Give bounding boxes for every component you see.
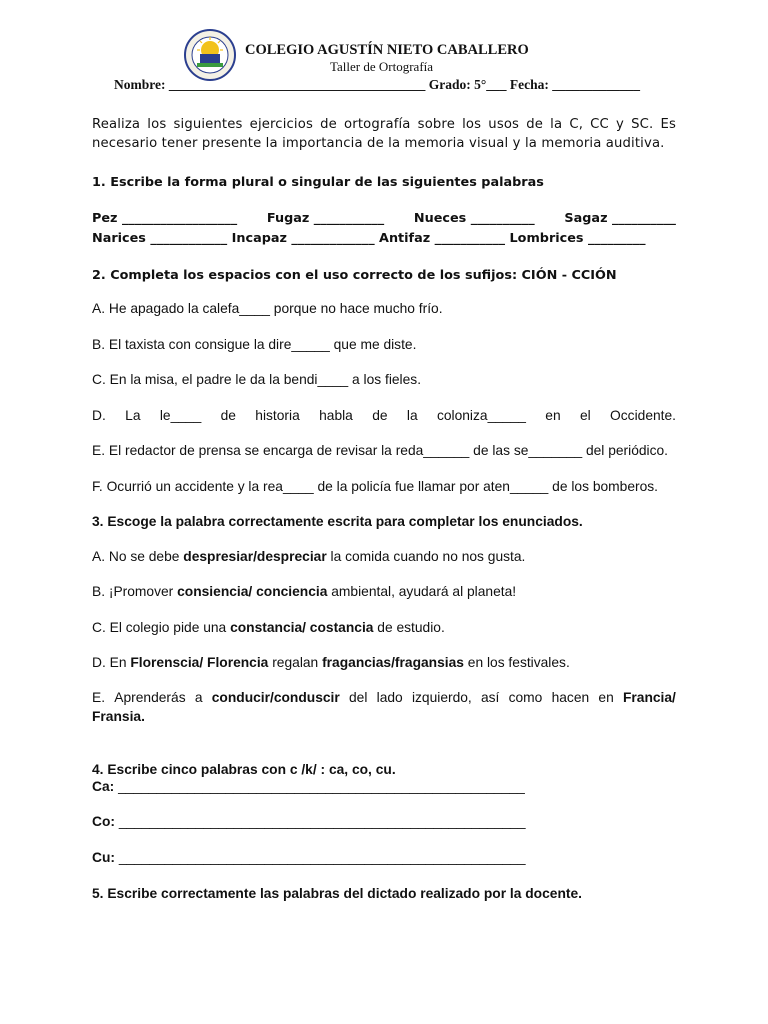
- intro-line-1: Realiza los siguientes ejercicios de ortografía sobre los usos de la C, CC y SC. Es: [92, 117, 676, 132]
- section-1-title: 1. Escribe la forma plural o singular de las siguientes palabras: [92, 175, 544, 190]
- word: en: [598, 690, 614, 705]
- text: en los festivales.: [463, 655, 570, 670]
- name-grade-date-line: Nombre: ______________________________________ Grado: 5°___ Fecha: _____________: [114, 77, 640, 92]
- workshop-title: Taller de Ortografía: [330, 59, 434, 74]
- answer-blank: _____________________________________________________: [115, 850, 526, 865]
- section-2-item-b: B. El taxista con consigue la dire_____ que me diste.: [92, 337, 417, 352]
- word: el: [579, 408, 591, 423]
- word: Aprenderás: [114, 690, 186, 705]
- word: E.: [92, 690, 106, 705]
- section-2-item-a: A. He apagado la calefa____ porque no hace mucho frío.: [92, 301, 443, 316]
- section-4-ca-line: [92, 779, 525, 794]
- section-3-item-e-line-1: [92, 690, 676, 705]
- word-fugaz: Fugaz ___________: [266, 211, 385, 226]
- section-2-item-d: [92, 408, 676, 423]
- option-pair: Francia/: [622, 690, 676, 705]
- intro-line-2: necesario tener presente la importancia de la memoria visual y la memoria auditiva.: [92, 136, 665, 151]
- text: ambiental, ayudará al planeta!: [327, 584, 517, 599]
- option-pair: consiencia/ conciencia: [177, 584, 328, 599]
- word-pez: Pez __________________: [92, 211, 238, 226]
- label: Ca:: [92, 779, 115, 794]
- word: lado: [376, 690, 403, 705]
- section-3-item-d: [92, 655, 570, 670]
- option-pair: conducir/conduscir: [211, 690, 340, 705]
- word: como: [508, 690, 543, 705]
- section-2-title: 2. Completa los espacios con el uso correcto de los sufijos: CIÓN - CCIÓN: [92, 268, 617, 283]
- section-1-row-1: [92, 211, 676, 226]
- word-sagaz: Sagaz __________: [564, 211, 676, 226]
- word: La: [125, 408, 141, 423]
- word: historia: [255, 408, 300, 423]
- label: Cu:: [92, 850, 115, 865]
- section-4-title: 4. Escribe cinco palabras con c /k/ : ca, co, cu.: [92, 762, 396, 777]
- word: de: [372, 408, 388, 423]
- word: izquierdo,: [411, 690, 472, 705]
- answer-blank: _____________________________________________________: [115, 814, 526, 829]
- option-pair: constancia/ costancia: [230, 620, 374, 635]
- word: D.: [92, 408, 106, 423]
- section-2-item-f: F. Ocurrió un accidente y la rea____ de la policía fue llamar por aten_____ de los bomberos.: [92, 479, 659, 494]
- section-3-item-b: [92, 584, 516, 599]
- word-nueces: Nueces __________: [413, 211, 535, 226]
- word: de: [220, 408, 236, 423]
- word: del: [348, 690, 368, 705]
- school-name: COLEGIO AGUSTÍN NIETO CABALLERO: [245, 42, 529, 58]
- word: hacen: [551, 690, 590, 705]
- word: así: [480, 690, 500, 705]
- word: a: [194, 690, 203, 705]
- text: A. No se debe: [92, 549, 184, 564]
- section-2-item-e: E. El redactor de prensa se encarga de revisar la reda______ de las se_______ del periódico.: [92, 443, 669, 458]
- text: de estudio.: [373, 620, 445, 635]
- section-2-item-c: C. En la misa, el padre le da la bendi____ a los fieles.: [92, 372, 422, 387]
- text: D. En: [92, 655, 131, 670]
- section-3-item-e-line-2: Fransia.: [92, 709, 145, 724]
- label: Co:: [92, 814, 115, 829]
- word: habla: [319, 408, 353, 423]
- section-3-title: 3. Escoge la palabra correctamente escrita para completar los enunciados.: [92, 514, 583, 529]
- text: la comida cuando no nos gusta.: [326, 549, 526, 564]
- word: Occidente.: [610, 408, 676, 423]
- text: B. ¡Promover: [92, 584, 178, 599]
- section-1-row-2: Narices ____________ Incapaz _____________ Antifaz ___________ Lombrices _________: [92, 231, 646, 246]
- word: en: [545, 408, 561, 423]
- school-seal-logo: [183, 28, 237, 82]
- text: C. El colegio pide una: [92, 620, 231, 635]
- option-pair: despresiar/despreciar: [183, 549, 327, 564]
- section-3-item-a: [92, 549, 525, 564]
- section-3-item-c: [92, 620, 445, 635]
- answer-blank: _____________________________________________________: [114, 779, 525, 794]
- section-4-co-line: [92, 814, 526, 829]
- word: le____: [159, 408, 202, 423]
- word: coloniza_____: [436, 408, 526, 423]
- section-4-cu-line: [92, 850, 526, 865]
- text: regalan: [268, 655, 323, 670]
- word: la: [406, 408, 418, 423]
- option-pair: Florenscia/ Florencia: [130, 655, 269, 670]
- option-pair: fragancias/fragansias: [322, 655, 464, 670]
- section-5-title: 5. Escribe correctamente las palabras del dictado realizado por la docente.: [92, 886, 582, 901]
